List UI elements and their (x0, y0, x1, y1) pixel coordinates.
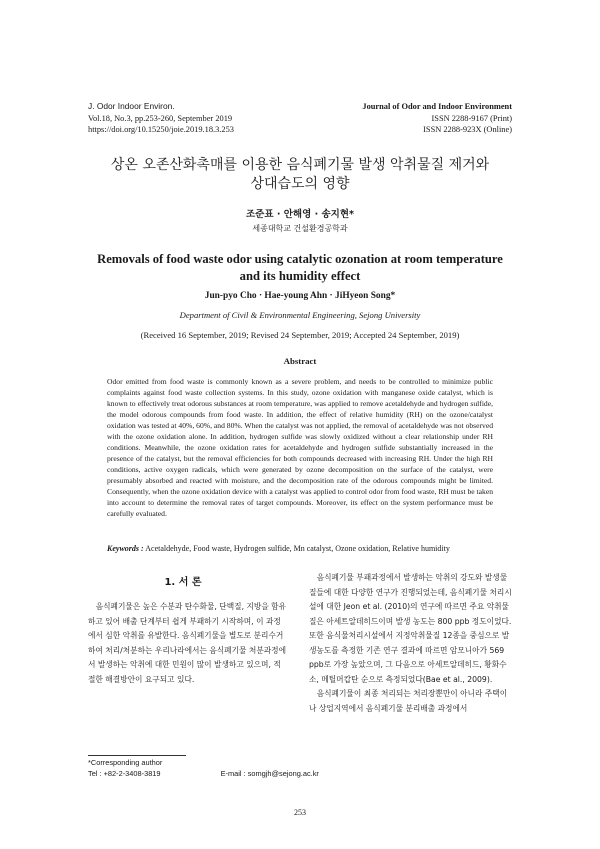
body-paragraph: 음식폐기물은 높은 수분과 탄수화물, 단백질, 지방을 함유하고 있어 배출 단계부터 쉽게 부패하기 시작하며, 이 과정에서 심한 악취를 유발한다. 음식폐기물을 별도로 분리수거하여 처리/처분하는 우리나라에서는 음식폐기물 처분과정에서 발생하는 악취에 대한 민원이 많이 발생하고 있으며, 적절한 해결방안이 요구되고 있다. (88, 602, 287, 684)
english-title-line-2: and its humidity effect (239, 269, 361, 283)
telephone: Tel : +82-2-3408-3819 (88, 768, 161, 778)
running-header-right (362, 101, 512, 136)
korean-title-line-2: 상대습도의 영향 (250, 176, 350, 192)
volume-info: Vol.18, No.3, pp.253-260, September 2019 (88, 113, 233, 123)
abstract-body: Odor emitted from food waste is commonly known as a severe problem, and needs to be controlled to minimize public complaints against food waste collection systems. In this study, ozone oxidation with manganese oxide catalyst, which is known to effectively treat odorous substances at room temperature, was applied to remove acetaldehyde and hydrogen sulfide, the model odorous compounds from food waste. In addition, the effect of relative humidity (RH) on the ozone/catalyst oxidation was tested at 40%, 60%, and 80%. When the catalyst was not applied, the removal of acetaldehyde was not observed with the ozone oxidation alone. In addition, hydrogen sulfide was slowly oxidized without a clear relationship under RH conditions. Meanwhile, the ozone oxidation rates for acetaldehyde and hydrogen sulfide substantially increased in the presence of the catalyst, but the removal efficiencies for both compounds decreased with increasing RH. Under the high RH conditions, active oxygen radicals, which were generated by ozone decomposition on the surface of the catalyst, were presumably absorbed and reacted with moisture, and the decomposition rate of the odorous compounds might be limited. Consequently, when the ozone oxidation device with a catalyst was applied to control odor from food waste, RH must be taken into account to determine the removal rates of target compounds. Moreover, its effect on the system performance must be carefully evaluated. (107, 377, 493, 518)
korean-title-line-1: 상온 오존산화촉매를 이용한 음식폐기물 발생 악취물질 제거와 (110, 157, 490, 173)
doi-link[interactable]: https://doi.org/10.15250/joie.2019.18.3.253 (88, 125, 234, 134)
keywords-list: Acetaldehyde, Food waste, Hydrogen sulfide, Mn catalyst, Ozone oxidation, Relative humidity (145, 544, 450, 553)
abstract-heading: Abstract (283, 356, 317, 366)
submission-dates: (Received 16 September, 2019; Revised 24 September, 2019; Accepted 24 September, 2019) (140, 330, 460, 340)
section-heading: 1. 서 론 (164, 577, 202, 588)
email-address[interactable]: E-mail : somgjh@sejong.ac.kr (220, 768, 319, 778)
footnote-rule (88, 755, 186, 756)
issn-online: ISSN 2288-923X (Online) (423, 125, 512, 134)
body-paragraph: 음식폐기물 부패과정에서 발생하는 악취의 강도와 발생물질들에 대한 다양한 연구가 진행되었는데, 음식폐기물 처리시설에 대한 Jeon et al. (2010)의 연구에 따르면 주요 악취물질은 아세트알데히드이며 발생 농도는 800 ppb 정도이었다. 또한 음식물처리시설에서 지정악취물질 12종을 중심으로 발생농도를 측정한 기존 연구 결과에 따르면 암모니아가 569 ppb로 가장 높았으며, 그 다음으로 아세트알데히드, 황화수소, 메틸머캅탄 순으로 측정되었다(Bae et al., 2009). (309, 573, 512, 684)
body-column-right (309, 571, 512, 716)
page-number: 253 (294, 808, 306, 817)
korean-affiliation: 세종대학교 건설환경공학과 (252, 224, 348, 233)
keywords-label: Keywords : (107, 544, 144, 553)
korean-authors: 조준표 · 안해영 · 송지현* (245, 209, 354, 220)
journal-short-name: J. Odor Indoor Environ. (88, 101, 175, 111)
english-affiliation: Department of Civil & Environmental Engineering, Sejong University (179, 310, 421, 320)
keywords (107, 544, 497, 553)
journal-full-name: Journal of Odor and Indoor Environment (362, 102, 512, 111)
english-title (0, 251, 600, 285)
english-authors: Jun-pyo Cho · Hae-young Ahn · JiHyeon Song* (204, 291, 396, 301)
body-paragraph: 음식폐기물이 최종 처리되는 처리장뿐만이 아니라 주택이나 상업지역에서 음식폐기물 분리배출 과정에서 (309, 689, 508, 713)
english-title-line-1: Removals of food waste odor using catalytic ozonation at room temperature (97, 252, 503, 266)
footnote (88, 758, 319, 779)
issn-print: ISSN 2288-9167 (Print) (431, 113, 512, 123)
body-column-left (88, 600, 288, 687)
korean-title (0, 156, 600, 194)
running-header-left (88, 101, 234, 136)
corresponding-author-label: *Corresponding author (88, 758, 163, 767)
